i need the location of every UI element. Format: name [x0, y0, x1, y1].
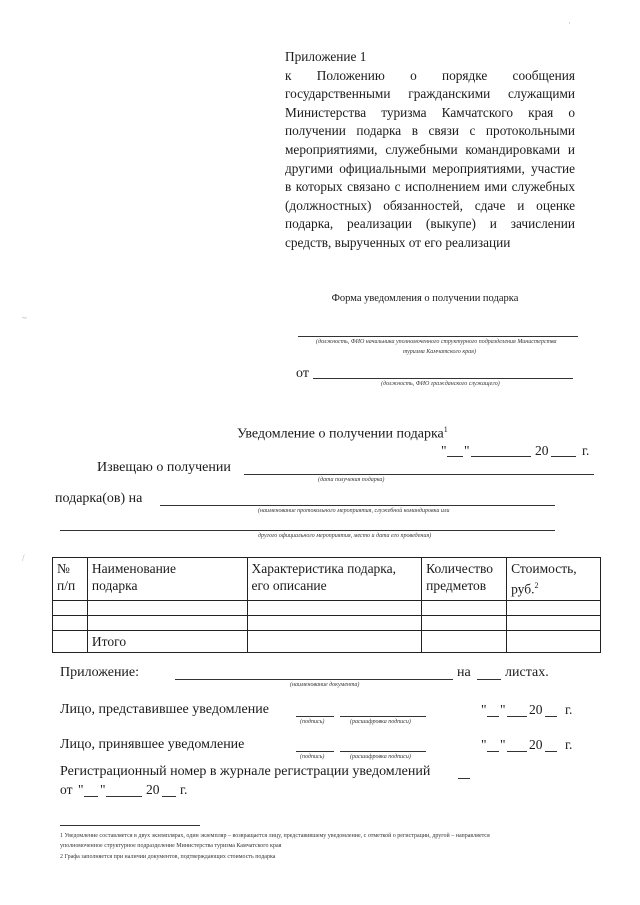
received-label: Лицо, принявшее уведомление: [60, 737, 245, 752]
submitted-signature-line[interactable]: [296, 716, 334, 717]
event-caption-1: (наименование протокольного мероприятия, служебной командировки или: [258, 508, 450, 514]
cell-cost[interactable]: [507, 615, 601, 630]
notice-title: Уведомление о получении подарка$^1$: [237, 425, 448, 442]
event-line-2[interactable]: [60, 530, 555, 531]
cell-number[interactable]: [53, 615, 88, 630]
footnote-divider: [60, 825, 200, 826]
event-line-1[interactable]: [160, 505, 555, 506]
scan-mark-icon: /: [22, 553, 25, 563]
total-label: Итого: [87, 630, 247, 652]
received-close-quote: ": [500, 737, 506, 752]
attachment-on-label: на: [457, 665, 471, 680]
cell-description[interactable]: [247, 600, 422, 615]
table-header-row: [53, 558, 601, 601]
registration-label: Регистрационный номер в журнале регистрации уведомлений: [60, 764, 431, 779]
total-cell-number: [53, 630, 88, 652]
cell-cost[interactable]: [507, 600, 601, 615]
cell-quantity[interactable]: [422, 600, 507, 615]
notice-date-year-blank[interactable]: [551, 456, 576, 457]
registration-close-quote: ": [100, 782, 106, 797]
cell-name[interactable]: [87, 600, 247, 615]
submitted-year: 20: [529, 702, 543, 717]
receipt-date-line[interactable]: [244, 474, 594, 475]
table-total-row: [53, 630, 601, 652]
total-cell-quantity[interactable]: [422, 630, 507, 652]
header-name: Наименование подарка: [87, 558, 247, 601]
scan-mark-icon: ·: [568, 18, 571, 28]
gifts-table: [52, 557, 601, 653]
attachment-doc-line[interactable]: [175, 679, 453, 680]
total-cell-description: [247, 630, 422, 652]
received-sig-caption: (подпись): [300, 754, 325, 760]
event-label: подарка(ов) на: [55, 491, 143, 506]
received-decode-line[interactable]: [340, 751, 426, 752]
submitted-sig-caption: (подпись): [300, 719, 325, 725]
header-quantity: Количество предметов: [422, 558, 507, 601]
addressee-line[interactable]: [298, 336, 578, 337]
scan-mark-icon: ~: [22, 313, 27, 323]
total-cell-cost[interactable]: [507, 630, 601, 652]
submitted-decode-caption: (расшифровка подписи): [350, 719, 411, 725]
attachment-sheets-count[interactable]: [477, 679, 501, 680]
footnote-1b: уполномоченное структурное подразделение Министерства туризма Камчатского края: [60, 843, 282, 849]
notice-date-open-quote: ": [441, 443, 447, 458]
registration-day[interactable]: [84, 796, 98, 797]
received-decode-caption: (расшифровка подписи): [350, 754, 411, 760]
table-row[interactable]: [53, 615, 601, 630]
form-title: Форма уведомления о получении подарка: [331, 293, 519, 304]
received-suffix: г.: [565, 737, 573, 752]
header-number: № п/п: [53, 558, 88, 601]
appendix-body: к Положению о порядке сообщения государственными гражданскими служащими Министерства туризма Камчатского края о получении подарка в связи с протокольными мероприятиями, служебными командировками и другими официальными мероприятиями, участие в которых связано с исполнением ими служебных (должностных) обязанностей, сдаче и оценке подарка, реализации (выкупе) и зачислении средств, вырученных от его реализации: [285, 67, 575, 250]
attachment-label: Приложение:: [60, 665, 140, 680]
received-signature-line[interactable]: [296, 751, 334, 752]
notice-date-year: 20: [535, 443, 549, 458]
registration-suffix: г.: [180, 782, 188, 797]
receipt-date-caption: (дата получения подарка): [318, 477, 385, 483]
received-year-blank[interactable]: [545, 751, 557, 752]
received-day[interactable]: [487, 751, 499, 752]
cell-quantity[interactable]: [422, 615, 507, 630]
notice-date-month[interactable]: [471, 456, 531, 457]
submitted-open-quote: ": [481, 702, 487, 717]
header-cost: Стоимость, руб.$^2$: [507, 558, 601, 601]
submitted-year-blank[interactable]: [545, 716, 557, 717]
appendix-block: [285, 48, 575, 253]
registration-month[interactable]: [106, 796, 142, 797]
notice-date-day[interactable]: [447, 456, 463, 457]
registration-open-quote: ": [78, 782, 84, 797]
received-open-quote: ": [481, 737, 487, 752]
footnote-1: 1 Уведомление составляется в двух экземплярах, один экземпляр – возвращается лицу, представившему уведомление, с отметкой о регистрации, другой – направляется: [60, 833, 490, 839]
submitted-suffix: г.: [565, 702, 573, 717]
from-label: от: [296, 366, 309, 381]
registration-number-line[interactable]: [458, 778, 470, 779]
submitted-decode-line[interactable]: [340, 716, 426, 717]
table-row[interactable]: [53, 600, 601, 615]
submitted-close-quote: ": [500, 702, 506, 717]
from-caption: (должность, ФИО гражданского служащего): [381, 381, 500, 387]
attachment-sheets-label: листах.: [505, 665, 549, 680]
received-year: 20: [529, 737, 543, 752]
submitted-label: Лицо, представившее уведомление: [60, 702, 269, 717]
receipt-label: Извещаю о получении: [97, 460, 231, 475]
received-month[interactable]: [507, 751, 527, 752]
cell-number[interactable]: [53, 600, 88, 615]
notice-date-suffix: г.: [582, 443, 590, 458]
registration-year: 20: [146, 782, 160, 797]
from-line[interactable]: [313, 378, 573, 379]
submitted-day[interactable]: [487, 716, 499, 717]
appendix-title: Приложение 1: [285, 49, 367, 64]
addressee-caption-1: (должность, ФИО начальника уполномоченного структурного подразделения Министерства: [316, 339, 557, 345]
registration-year-blank[interactable]: [162, 796, 176, 797]
registration-from-label: от: [60, 782, 73, 797]
event-caption-2: другого официального мероприятия, место и дата его проведения): [258, 533, 432, 539]
submitted-month[interactable]: [507, 716, 527, 717]
header-description: Характеристика подарка, его описание: [247, 558, 422, 601]
cell-description[interactable]: [247, 615, 422, 630]
cell-name[interactable]: [87, 615, 247, 630]
addressee-caption-2: туризма Камчатского края): [403, 349, 476, 355]
attachment-caption: (наименование документа): [290, 682, 360, 688]
footnote-2: 2 Графа заполняется при наличии документов, подтверждающих стоимость подарка: [60, 854, 276, 860]
notice-date-close-quote: ": [464, 443, 470, 458]
